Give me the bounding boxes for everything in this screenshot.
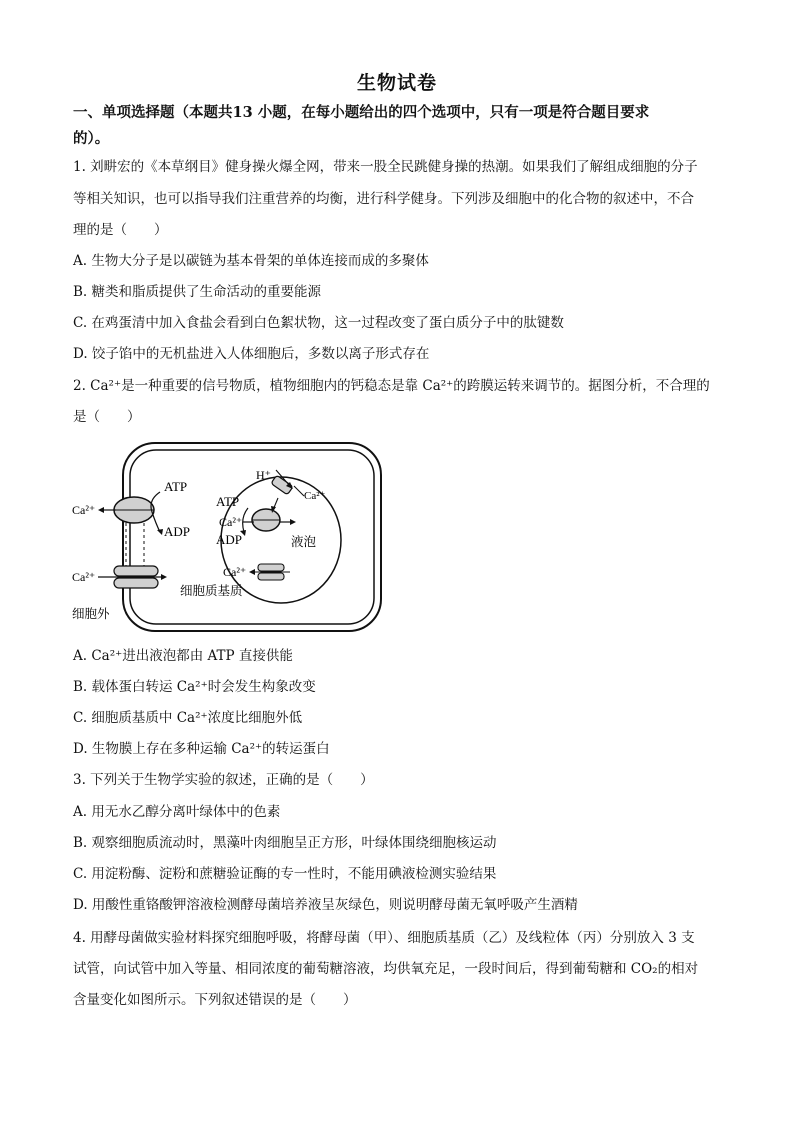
q3-option-b: B. 观察细胞质流动时，黑藻叶肉细胞呈正方形，叶绿体围绕细胞核运动	[73, 835, 497, 851]
q4-stem-line1: 4. 用酵母菌做实验材料探究细胞呼吸，将酵母菌（甲）、细胞质基质（乙）及线粒体（丙）分别放入 3 支	[73, 930, 695, 946]
cell-calcium-diagram	[68, 440, 388, 635]
label-h: H⁺	[256, 468, 271, 482]
label-atp-inner: ATP	[216, 494, 240, 509]
label-outside: 细胞外	[72, 606, 110, 621]
label-ca-top-right: Ca²⁺	[304, 490, 326, 502]
q3-stem: 3. 下列关于生物学实验的叙述，正确的是（ ）	[73, 772, 374, 788]
q1-option-a: A. 生物大分子是以碳链为基本骨架的单体连接而成的多聚体	[73, 253, 429, 269]
q1-stem-line3: 理的是（ ）	[73, 222, 168, 238]
q1-stem-line2: 等相关知识，也可以指导我们注重营养的均衡，进行科学健身。下列涉及细胞中的化合物的叙述中，不合	[73, 191, 694, 207]
q4-stem-line2: 试管，向试管中加入等量、相同浓度的葡萄糖溶液，均供氧充足，一段时间后，得到葡萄糖和 CO₂的相对	[73, 961, 699, 977]
q1-option-b: B. 糖类和脂质提供了生命活动的重要能源	[73, 284, 322, 300]
q1-option-d: D. 饺子馅中的无机盐进入人体细胞后，多数以离子形式存在	[73, 346, 430, 362]
label-adp-inner: ADP	[216, 532, 243, 547]
q2-stem-line1: 2. Ca²⁺是一种重要的信号物质，植物细胞内的钙稳态是靠 Ca²⁺的跨膜运转来调节的。据图分析，不合理的	[73, 378, 710, 394]
label-adp-left: ADP	[164, 524, 191, 539]
section-heading-line1: 一、单项选择题（本题共13 小题，在每小题给出的四个选项中，只有一项是符合题目要求	[73, 104, 650, 121]
q2-option-c: C. 细胞质基质中 Ca²⁺浓度比细胞外低	[73, 710, 303, 726]
vacuole-channel	[258, 564, 284, 571]
label-vacuole: 液泡	[291, 534, 317, 549]
label-ca-inner: Ca²⁺	[219, 515, 243, 529]
membrane-channel	[114, 566, 158, 576]
q4-stem-line3: 含量变化如图所示。下列叙述错误的是（ ）	[73, 992, 357, 1008]
q3-option-c: C. 用淀粉酶、淀粉和蔗糖验证酶的专一性时，不能用碘液检测实验结果	[73, 866, 497, 882]
page-title: 生物试卷	[356, 72, 437, 94]
cell-wall	[123, 443, 381, 631]
label-matrix: 细胞质基质	[180, 583, 243, 598]
q2-stem-line2: 是（ ）	[73, 409, 141, 425]
label-ca-left-bottom: Ca²⁺	[72, 570, 96, 584]
label-ca-left-top: Ca²⁺	[72, 503, 96, 517]
q3-option-d: D. 用酸性重铬酸钾溶液检测酵母菌培养液呈灰绿色，则说明酵母菌无氧呼吸产生酒精	[73, 897, 578, 913]
label-ca-bottom-inner: Ca²⁺	[223, 565, 247, 579]
q1-option-c: C. 在鸡蛋清中加入食盐会看到白色絮状物，这一过程改变了蛋白质分子中的肽键数	[73, 315, 564, 331]
label-atp-left: ATP	[164, 479, 188, 494]
section-heading-line2: 的）。	[73, 130, 110, 147]
q2-option-a: A. Ca²⁺进出液泡都由 ATP 直接供能	[73, 648, 293, 664]
q1-stem-line1: 1. 刘畊宏的《本草纲目》健身操火爆全网，带来一股全民跳健身操的热潮。如果我们了解组成细胞的分子	[73, 159, 698, 175]
q3-option-a: A. 用无水乙醇分离叶绿体中的色素	[73, 804, 281, 820]
q2-option-b: B. 载体蛋白转运 Ca²⁺时会发生构象改变	[73, 679, 316, 695]
q2-option-d: D. 生物膜上存在多种运输 Ca²⁺的转运蛋白	[73, 741, 330, 757]
